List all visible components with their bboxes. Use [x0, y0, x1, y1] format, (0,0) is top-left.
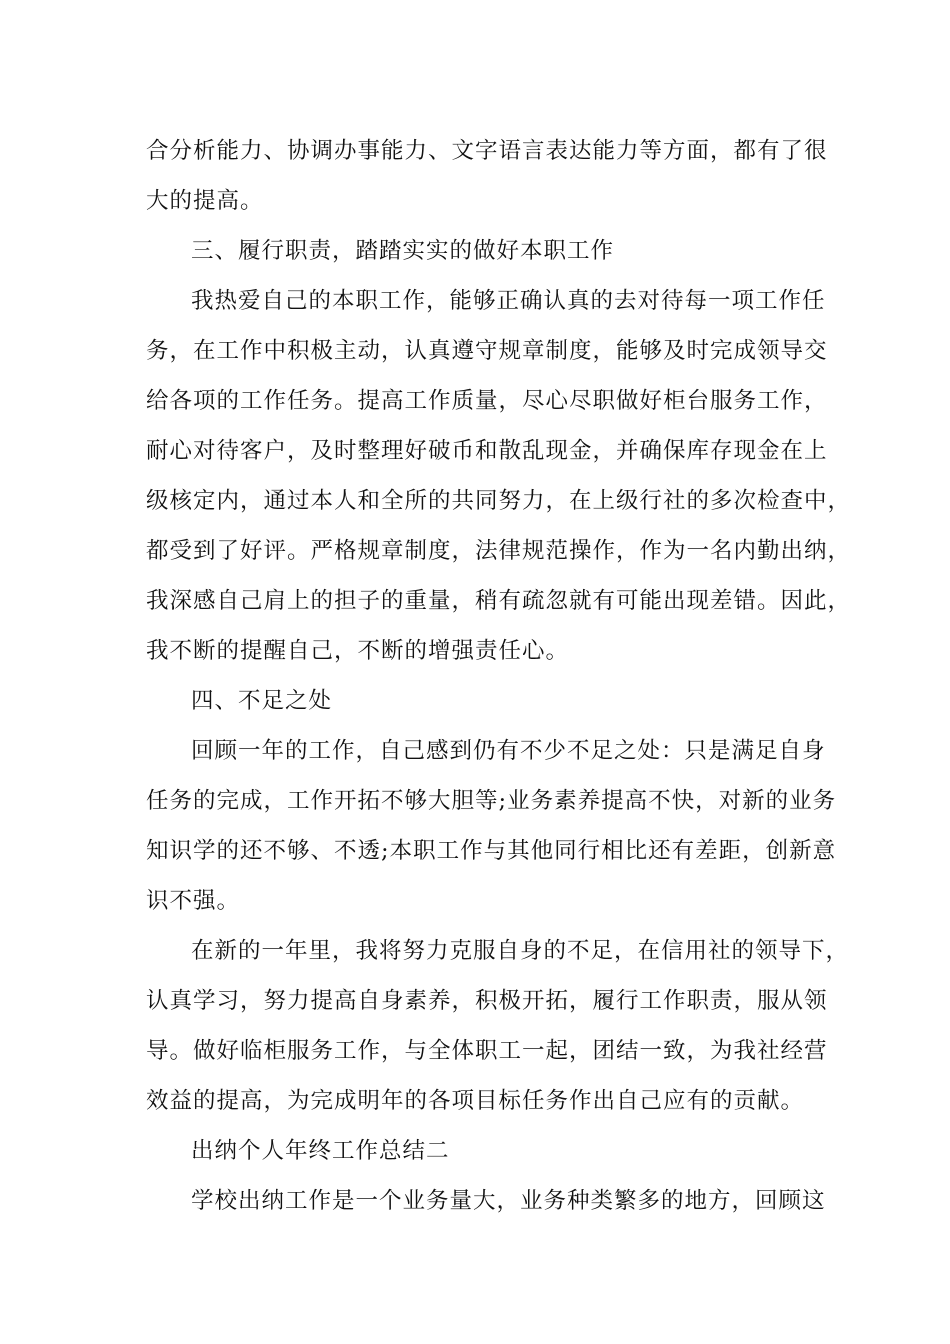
text-line: 导。做好临柜服务工作，与全体职工一起，团结一致，为我社经营	[146, 1038, 828, 1064]
text-line: 任务的完成，工作开拓不够大胆等;业务素养提高不快，对新的业务	[146, 788, 837, 814]
text-line: 我深感自己肩上的担子的重量，稍有疏忽就有可能出现差错。因此，	[146, 588, 852, 614]
text-line: 认真学习，努力提高自身素养，积极开拓，履行工作职责，服从领	[146, 988, 828, 1014]
section-heading: 三、履行职责，踏踏实实的做好本职工作	[191, 238, 615, 264]
text-line: 在新的一年里，我将努力克服自身的不足，在信用社的领导下，	[191, 938, 850, 964]
section-heading: 四、不足之处	[191, 688, 333, 714]
text-line: 我热爱自己的本职工作，能够正确认真的去对待每一项工作任	[191, 288, 826, 314]
text-line: 给各项的工作任务。提高工作质量，尽心尽职做好柜台服务工作，	[146, 388, 828, 414]
text-line: 知识学的还不够、不透;本职工作与其他同行相比还有差距，创新意	[146, 838, 837, 864]
text-line: 级核定内，通过本人和全所的共同努力，在上级行社的多次检查中，	[146, 488, 852, 514]
text-line: 效益的提高，为完成明年的各项目标任务作出自己应有的贡献。	[146, 1088, 805, 1114]
text-line: 大的提高。	[146, 188, 264, 214]
text-line: 我不断的提醒自己，不断的增强责任心。	[146, 638, 570, 664]
text-line: 合分析能力、协调办事能力、文字语言表达能力等方面，都有了很	[146, 138, 828, 164]
text-line: 回顾一年的工作，自己感到仍有不少不足之处：只是满足自身	[191, 738, 826, 764]
text-line: 务，在工作中积极主动，认真遵守规章制度，能够及时完成领导交	[146, 338, 828, 364]
text-line: 识不强。	[146, 888, 241, 914]
text-line: 都受到了好评。严格规章制度，法律规范操作，作为一名内勤出纳，	[146, 538, 852, 564]
text-line: 学校出纳工作是一个业务量大，业务种类繁多的地方，回顾这	[191, 1188, 826, 1214]
text-line: 耐心对待客户，及时整理好破币和散乱现金，并确保库存现金在上	[146, 438, 828, 464]
section-heading: 出纳个人年终工作总结二	[191, 1138, 450, 1164]
